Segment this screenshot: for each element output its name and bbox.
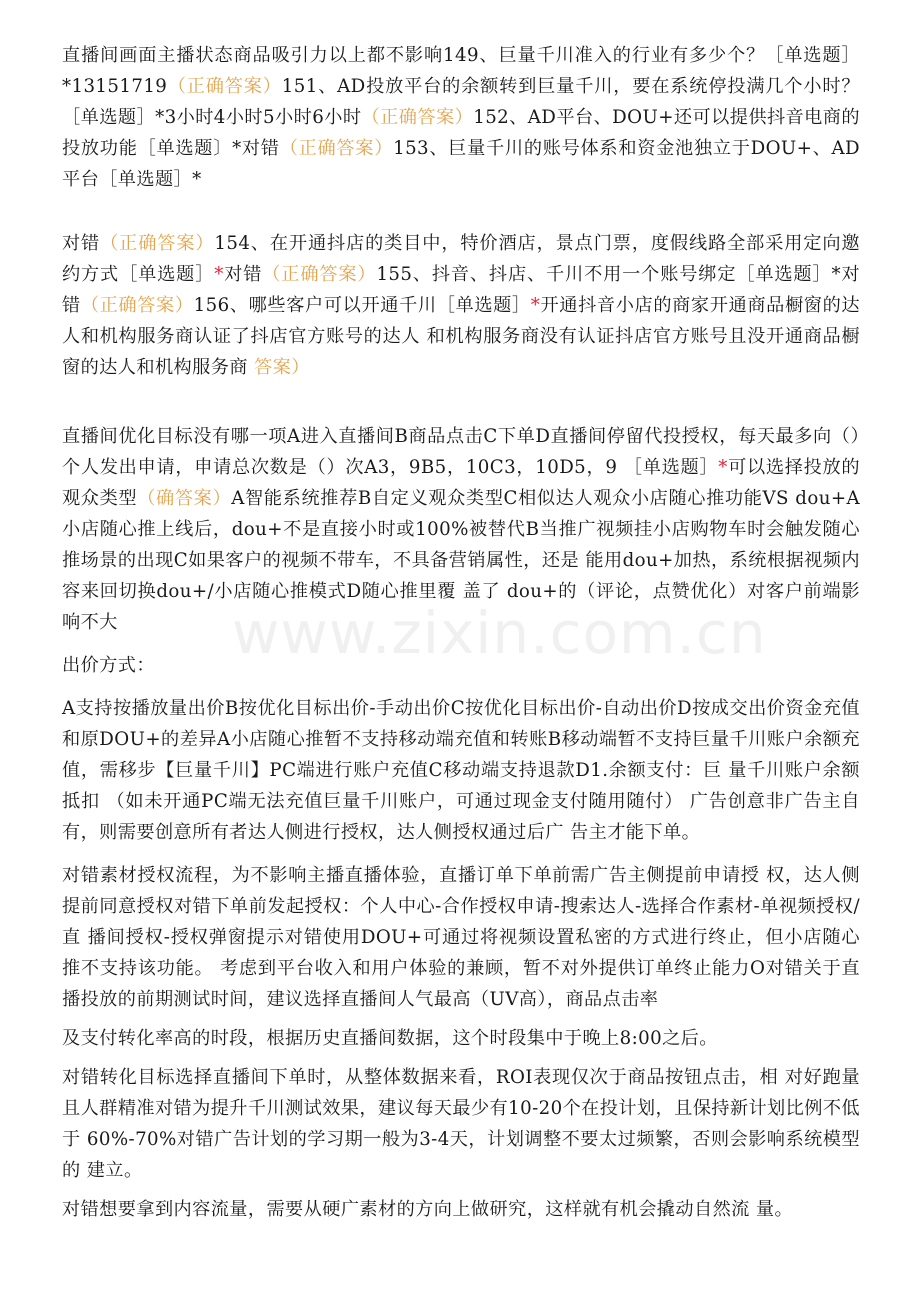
text-span: 对错 <box>62 233 101 254</box>
text-span: 可以选择投放的观众类型 <box>62 457 860 509</box>
correct-answer-tag: 答案） <box>247 357 310 378</box>
paragraph-9: 对错想要拿到内容流量，需要从硬广素材的方向上做研究，这样就有机会撬动自然流 量。 <box>62 1199 794 1220</box>
paragraph-2 <box>62 228 860 383</box>
correct-answer-tag: （正确答案） <box>100 233 215 254</box>
correct-answer-tag: （正确答案） <box>167 76 282 97</box>
paragraph-8: 对错转化目标选择直播间下单时，从整体数据来看，ROI表现仅次于商品按钮点击，相 对好跑量且人群精准对错为提升千川测试效果，建议每天最少有10-20个在投计划，且保持新计划比例不低 于 60%-70%对错广告计划的学习期一般为3-4天，计划调整不要太过频繁，否则会影响系统模型的 建立。 <box>62 1067 860 1181</box>
text-span: 开通抖音小店的商家开通商品橱窗的达人和机构服务商认证了抖店官方账号的达人 和机构服务商没有认证抖店官方账号且没开通商品橱窗的达人和机构服务商 <box>62 295 860 378</box>
text-span: 152、AD平台、DOU+还可以提供抖音电商的投放功能［单选题〕*对错 <box>62 107 860 159</box>
text-span: 直播间画面主播状态商品吸引力以上都不影响149、巨量千川准入的行业有多少个？［单选题］*13151719 <box>62 45 860 97</box>
text-span: 151、AD投放平台的余额转到巨量千川，要在系统停投满几个小时？［单选题］*3小时4小时5小时6小时 <box>62 76 861 128</box>
text-span: 153、巨量千川的账号体系和资金池独立于DOU+、AD平台［单选题］* <box>62 138 861 190</box>
correct-answer-tag: （正确答案） <box>80 295 194 316</box>
correct-answer-tag: （正确答案） <box>361 107 474 128</box>
correct-answer-tag: （正确答案） <box>279 138 394 159</box>
text-span: 对错 <box>223 264 263 285</box>
text-span: 156、哪些客户可以开通千川［单选题］ <box>193 295 531 316</box>
paragraph-1 <box>62 40 860 195</box>
text-span: 155、抖音、抖店、千川不用一个账号绑定［单选题］*对错 <box>62 264 861 316</box>
paragraph-bid-heading: 出价方式： <box>62 655 155 676</box>
watermark: www.zixin.com.cn <box>232 599 767 667</box>
text-span: A智能系统推荐B自定义观众类型C相似达人观众小店随心推功能VS dou+A小店随心推上线后，dou+不是直接小时或100%被替代B当推广视频挂小店购物车时会触发随心推场景的出现C如果客户的视频不带车，不具备营销属性，还是 能用dou+加热，系统根据视频内容来回切换dou+/小店随心推模式D随心推里覆 盖了 dou+的（评论，点赞优化）对客户前端影响不大 <box>62 488 860 633</box>
correct-answer-tag: （正确答案） <box>262 264 377 285</box>
text-span: 直播间优化目标没有哪一项A进入直播间B商品点击C下单D直播间停留代投授权，每天最多向（）个人发出申请，申请总次数是（）次A3，9B5，10C3，10D5，9 ［单选题］ <box>62 426 860 478</box>
required-star: * <box>718 457 728 478</box>
required-star: * <box>214 264 224 285</box>
correct-answer-tag: （确答案） <box>137 488 232 509</box>
paragraph-6: 对错素材授权流程，为不影响主播直播体验，直播订单下单前需广告主侧提前申请授 权，达人侧提前同意授权对错下单前发起授权：个人中心-合作授权申请-搜索达人-选择合作素材-单视频授权/直 播间授权-授权弹窗提示对错使用DOU+可通过将视频设置私密的方式进行终止，但小店随心推不支持该功能。 考虑到平台收入和用户体验的兼顾，暂不对外提供订单终止能力O对错关于直播投放的前期测试时间，建议选择直播间人气最高（UV高），商品点击率 <box>62 865 860 1010</box>
paragraph-7: 及支付转化率高的时段，根据历史直播间数据，这个时段集中于晚上8:00之后。 <box>62 1028 718 1049</box>
paragraph-5: A支持按播放量出价B按优化目标出价-手动出价C按优化目标出价-自动出价D按成交出价资金充值和原DOU+的差异A小店随心推暂不支持移动端充值和转账B移动端暂不支持巨量千川账户余额充 值，需移步【巨量千川】PC端进行账户充值C移动端支持退款D1.余额支付：巨 量千川账户余额抵扣 （如未开通PC端无法充值巨量千川账户，可通过现金支付随用随付） 广告创意非广告主自有，则需要创意所有者达人侧进行授权，达人侧授权通过后广 告主才能下单。 <box>62 698 860 843</box>
paragraph-3 <box>62 421 860 638</box>
text-span: 154、在开通抖店的类目中，特价酒店，景点门票，度假线路全部采用定向邀约方式［单选题］ <box>62 233 860 285</box>
required-star: * <box>530 295 541 316</box>
